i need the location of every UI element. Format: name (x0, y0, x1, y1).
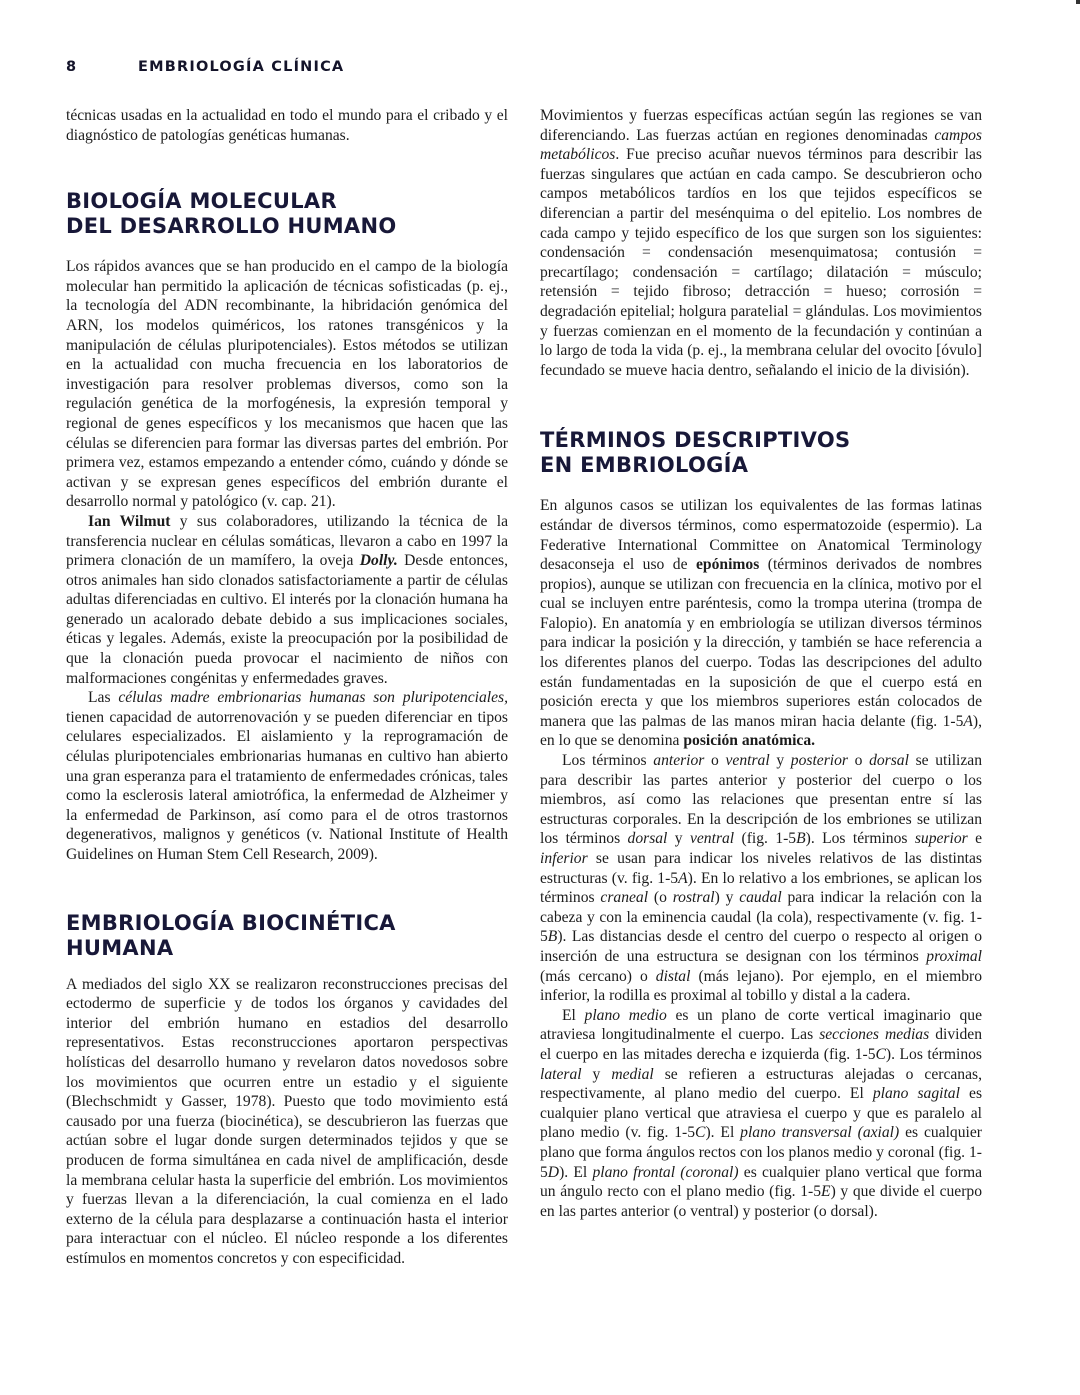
intro-paragraph: técnicas usadas en la actualidad en todo el mundo para el cribado y el diagnóstico de patologías genéticas humanas. (66, 107, 508, 144)
paragraph: Las células madre embrionarias humanas son pluripotenciales, tienen capacidad de autorrenovación y se pueden diferenciar en tipos celulares especializados. El aislamiento y la reprogramación de células pluripotenciales embrionarias humanas en cultivo han abierto una gran esperanza para el tratamiento de enfermedades crónicas, tales como la esclerosis lateral amiotrófica, la enfermedad de Alzheimer y la enfermedad de Parkinson, así como para el de otros trastornos degenerativos, malignos y genéticos (v. National Institute of Health Guidelines on Human Stem Cell Research, 2009). (66, 689, 508, 863)
running-header (66, 59, 344, 75)
paragraph: El plano medio es un plano de corte vertical imaginario que atraviesa longitudinalmente el cuerpo. Las secciones medias dividen el cuerpo en las mitades derecha e izquierda (fig. 1-5C). Los términos lateral y medial se refieren a estructuras alejadas o cercanas, respectivamente, al plano medio del cuerpo. El plano sagital es cualquier plano vertical que atraviesa el cuerpo y que es paralelo al plano medio (v. fig. 1-5C). El plano transversal (axial) es cualquier plano que forma ángulos rectos con los planos medio y coronal (fig. 1-5D). El plano frontal (coronal) es cualquier plano vertical que forma un ángulo recto con el plano medio (fig. 1-5E) y que divide el cuerpo en las partes anterior (o ventral) y posterior (o dorsal). (540, 1006, 983, 1220)
page-number: 8 (66, 59, 78, 75)
paragraph: Los rápidos avances que se han producido en el campo de la biología molecular han permitido la aplicación de técnicas sofisticadas (p. ej., la tecnología del ADN recombinante, la hibridación genómica del ARN, los modelos quiméricos, los ratones transgénicos y la manipulación de células pluripotenciales). Estos métodos se utilizan en la actualidad con mucha frecuencia en los laboratorios de investigación para resolver problemas diversos, como son la regulación genética de la morfogénesis, la expresión temporal y regional de genes específicos y los mecanismos que hacen que las células se diferencien para formar las diversas partes del embrión. Por primera vez, estamos empezando a entender cómo, cuándo y dónde se activan y se expresan genes específicos del embrión durante el desarrollo normal y patológico (v. cap. 21). (66, 258, 508, 511)
bold-name: Ian Wilmut (88, 512, 171, 530)
italic-term: campos metabólicos (540, 126, 982, 164)
section-heading-terminos-descriptivos: TÉRMINOS DESCRIPTIVOS EN EMBRIOLOGÍA (540, 428, 851, 478)
right-column (540, 106, 982, 1221)
italic-name: Dolly. (359, 552, 398, 570)
scan-artifact (1076, 0, 1080, 4)
section-heading-embriologia-biocinetica: EMBRIOLOGÍA BIOCINÉTICA HUMANA (66, 910, 396, 960)
bold-term: epónimos (696, 556, 760, 574)
paragraph: Los términos anterior o ventral y posterior o dorsal se utilizan para describir las partes anterior y posterior del cuerpo o los miembros, así como las relaciones que presentan entre sí las estructuras corporales. En la descripción de los embriones se utilizan los términos dorsal y ventral (fig. 1-5B). Los términos superior e inferior se usan para indicar los niveles relativos de las distintas estructuras (v. fig. 1-5A). En lo relativo a los embriones, se aplican los términos craneal (o rostral) y caudal para indicar la relación con la cabeza y con la eminencia caudal (la cola), respectivamente (v. fig. 1-5B). Las distancias desde el centro del cuerpo o respecto al origen o inserción de una estructura se designan con los términos proximal (más cercano) o distal (más lejano). Por ejemplo, en el miembro inferior, la rodilla es proximal al tobillo y distal a la cadera. (540, 752, 983, 1005)
running-title: EMBRIOLOGÍA CLÍNICA (138, 59, 345, 75)
section-heading-biologia-molecular: BIOLOGÍA MOLECULAR DEL DESARROLLO HUMANO (66, 189, 397, 239)
paragraph: En algunos casos se utilizan los equivalentes de las formas latinas estándar de diversos términos, como espermatozoide (espermio). La Federative International Committee on Anatomical Terminology desaconseja el uso de epónimos (términos derivados de nombres propios), aunque se utilizan con frecuencia en la clínica, motivo por el cual se incluyen entre paréntesis, como la trompa uterina (trompa de Falopio). En anatomía y en embriología se utilizan diversos términos para indicar la posición y la dirección, y también se hace referencia a los diferentes planos del cuerpo. Todas las descripciones del adulto están fundamentadas en la suposición de que el cuerpo está en posición erecta y que los miembros superiores están colocados de manera que las palmas de las manos miran hacia delante (fig. 1-5A), en lo que se denomina posición anatómica. (540, 497, 982, 750)
paragraph: A mediados del siglo XX se realizaron reconstrucciones precisas del ectodermo de superficie y de todos los órganos y cavidades del interior del embrión humano en estadios del desarrollo representativos. Estas reconstrucciones aportaron perspectivas holísticas del desarrollo humano y revelaron datos novedosos sobre los movimientos que ocurren entre un estadio y el siguiente (Blechschmidt y Gasser, 1978). Puesto que todo movimiento está causado por una fuerza (biocinética), se descubrieron las fuerzas que actúan sobre el lugar donde surgen determinados tejidos y que se producen de forma simultánea en cada nivel de amplificación, desde la membrana celular hasta la superficie del embrión. Los movimientos y fuerzas llevan a la diferenciación, la cual comienza en el lado externo de la célula para desplazarse a continuación hasta el interior para interactuar con el núcleo. El núcleo responde a los diferentes estímulos en momentos concretos y con especificidad. (66, 975, 508, 1267)
paragraph: Ian Wilmut y sus colaboradores, utilizando la técnica de la transferencia nuclear en células somáticas, llevaron a cabo en 1997 la primera clonación de un mamífero, la oveja Dolly. Desde entonces, otros animales han sido clonados satisfactoriamente a partir de células adultas diferenciadas en cultivo. El interés por la clonación humana ha generado un acalorado debate debido a sus implicaciones sociales, éticas y legales. Además, existe la preocupación por la posibilidad de que la clonación pueda provocar el nacimiento de niños con malformaciones congénitas y enfermedades graves. (66, 512, 508, 687)
bold-term: posición anatómica. (683, 732, 816, 750)
paragraph: Movimientos y fuerzas específicas actúan según las regiones se van diferenciando. Las fuerzas actúan en regiones denominadas campos metabólicos. Fue preciso acuñar nuevos términos para describir las fuerzas singulares que actúan en cada campo. Se descubrieron ocho campos metabólicos tardíos en los que tejidos específicos se diferencian a partir del mesénquima o del epitelio. Los nombres de cada campo y tejido específico de los que surgen son los siguientes: condensación = condensación mesenquimatosa; contusión = precartílago; condensación = cartílago; dilatación = músculo; retensión = tejido fibroso; detracción = hueso; corrosión = degradación epitelial; holgura paratelial = glándulas. Los movimientos y fuerzas comienzan en el momento de la fecundación y continúan a lo largo de toda la vida (p. ej., la membrana celular del ovocito [óvulo] fecundado se mueve hacia dentro, señalando el inicio de la división). (540, 107, 982, 379)
left-column (66, 106, 508, 1269)
italic-term: células madre embrionarias humanas son pluripotenciales, (118, 689, 508, 707)
